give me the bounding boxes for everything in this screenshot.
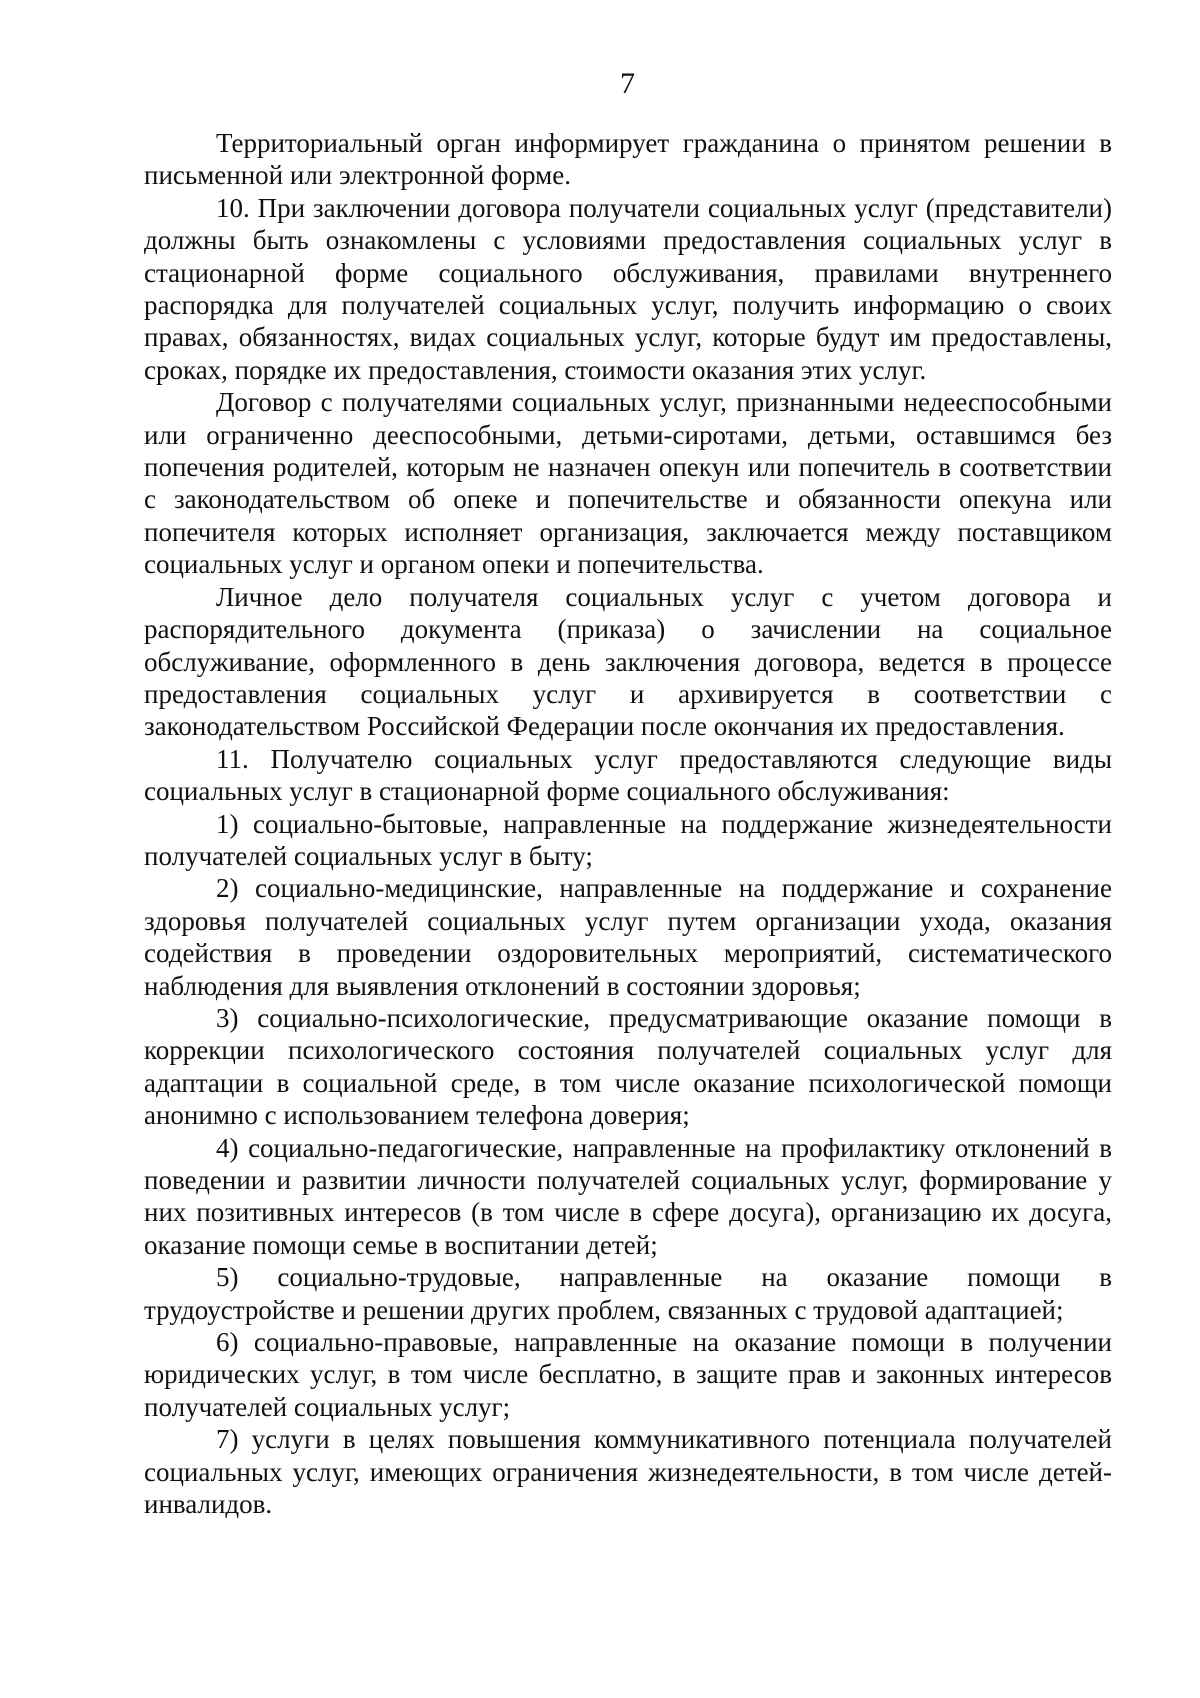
document-body <box>144 127 1112 1520</box>
list-item-social-medical: 2) социально-медицинские, направленные на поддержание и сохранение здоровья получателей социальных услуг путем организации ухода, оказания содействия в проведении оздоровительных мероприятий, систематического наблюдения для выявления отклонений в состоянии здоровья; <box>144 873 1112 1001</box>
list-item-social-household: 1) социально-бытовые, направленные на поддержание жизнедеятельности получателей социальных услуг в быту; <box>144 808 1112 871</box>
list-item-social-psychological: 3) социально-психологические, предусматривающие оказание помощи в коррекции психологического состояния получателей социальных услуг для адаптации в социальной среде, в том числе оказание психологической помощи анонимно с использованием телефона доверия; <box>144 1002 1112 1131</box>
paragraph-personal-file: Личное дело получателя социальных услуг с учетом договора и распорядительного документа (приказа) о зачислении на социальное обслуживание, оформленного в день заключения договора, ведется в процессе предоставления социальных услуг и архивируется в соответствии с законодательством Российской Федерации после окончания их предоставления. <box>144 581 1112 742</box>
list-item-social-legal: 6) социально-правовые, направленные на оказание помощи в получении юридических услуг, в том числе бесплатно, в защите прав и законных интересов получателей социальных услуг; <box>144 1327 1112 1422</box>
paragraph-contract-guardianship: Договор с получателями социальных услуг, признанными недееспособными или ограниченно дееспособными, детьми-сиротами, детьми, оставшимся без попечения родителей, которым не назначен опекун или попечитель в соответствии с законодательством об опеке и попечительстве и обязанности опекуна или попечителя которых исполняет организация, заключается между поставщиком социальных услуг и органом опеки и попечительства. <box>144 387 1112 580</box>
list-item-communication-potential: 7) услуги в целях повышения коммуникативного потенциала получателей социальных услуг, имеющих ограничения жизнедеятельности, в том числе детей-инвалидов. <box>144 1424 1112 1520</box>
page-number: 7 <box>620 67 635 100</box>
paragraph-item-11: 11. Получателю социальных услуг предоставляются следующие виды социальных услуг в стационарной форме социального обслуживания: <box>144 743 1112 807</box>
paragraph-notification: Территориальный орган информирует гражданина о принятом решении в письменной или электронной форме. <box>144 128 1112 191</box>
list-item-social-pedagogical: 4) социально-педагогические, направленные на профилактику отклонений в поведении и развитии личности получателей социальных услуг, формирование у них позитивных интересов (в том числе в сфере досуга), организацию их досуга, оказание помощи семье в воспитании детей; <box>144 1132 1112 1260</box>
list-item-social-labor: 5) социально-трудовые, направленные на оказание помощи в трудоустройстве и решении других проблем, связанных с трудовой адаптацией; <box>144 1262 1112 1325</box>
paragraph-item-10: 10. При заключении договора получатели социальных услуг (представители) должны быть ознакомлены с условиями предоставления социальных услуг в стационарной форме социального обслуживания, правилами внутреннего распорядка для получателей социальных услуг, получить информацию о своих правах, обязанностях, видах социальных услуг, которые будут им предоставлены, сроках, порядке их предоставления, стоимости оказания этих услуг. <box>144 192 1112 385</box>
